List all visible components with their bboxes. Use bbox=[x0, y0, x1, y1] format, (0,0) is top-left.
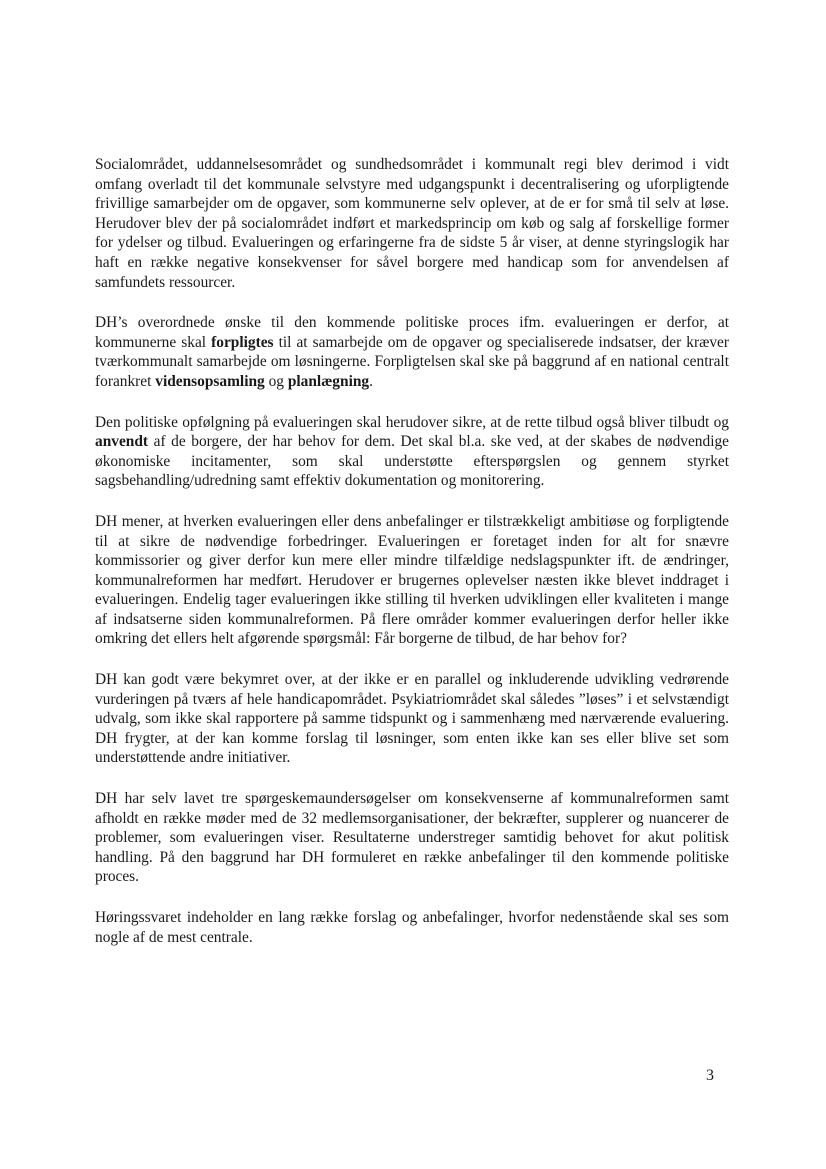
paragraph bbox=[95, 908, 729, 947]
paragraph bbox=[95, 413, 729, 491]
paragraph-text: . bbox=[369, 372, 373, 390]
paragraph bbox=[95, 789, 729, 887]
emphasis-forpligtes: forpligtes bbox=[211, 333, 274, 351]
emphasis-anvendt: anvendt bbox=[95, 433, 149, 451]
paragraph bbox=[95, 670, 729, 768]
paragraph-text: DH mener, at hverken evalueringen eller dens anbefalinger er tilstrækkeligt ambitiøse og forpligtende til at sikre de nødvendige forbedringer. Evalueringen er foretaget inden for alt for snævre kommissorier og giver derfor kun mere eller mindre tilfældige nedslagspunkter ift. de ændringer, kommunalreformen har medført. Herudover er brugernes oplevelser næsten ikke blevet inddraget i evalueringen. Endelig tager evalueringen ikke stilling til hverken udviklingen eller kvaliteten i mange af indsatserne siden kommunalreformen. På flere områder kommer evalueringen derfor heller ikke omkring det ellers helt afgørende spørgsmål: Får borgerne de tilbud, de har behov for? bbox=[95, 512, 729, 648]
paragraph-text: Socialområdet, uddannelsesområdet og sundhedsområdet i kommunalt regi blev derimod i vidt omfang overladt til det kommunale selvstyre med udgangspunkt i decentralisering og uforpligtende frivillige samarbejder om de opgaver, som kommunerne selv oplever, at de er for små til selv at løse. Herudover blev der på socialområdet indført et markedsprincip om køb og salg af forskellige former for ydelser og tilbud. Evalueringen og erfaringerne fra de sidste 5 år viser, at denne styringslogik har haft en række negative konsekvenser for såvel borgere med handicap som for anvendelsen af samfundets ressourcer. bbox=[95, 156, 729, 291]
emphasis-vidensopsamling: vidensopsamling bbox=[155, 372, 265, 390]
paragraph-text: til at samarbejde om de opgaver og specialiserede indsatser, der kræver tværkommunalt samarbejde om løsningerne. Forpligtelsen skal ske på baggrund af en national centralt forankret bbox=[95, 333, 729, 390]
paragraph-text: af de borgere, der har behov for dem. Det skal bl.a. ske ved, at der skabes de nødvendige økonomiske incitamenter, som skal understøtte efterspørgslen og gennem styrket sagsbehandling/udredning samt effektiv dokumentation og monitorering. bbox=[95, 433, 729, 490]
paragraph-text: DH kan godt være bekymret over, at der ikke er en parallel og inkluderende udvikling vedrørende vurderingen på tværs af hele handicapområdet. Psykiatriområdet skal således ”løses” i et selvstændigt udvalg, som ikke skal rapportere på samme tidspunkt og i sammenhæng med nærværende evaluering. DH frygter, at der kan komme forslag til løsninger, som enten ikke kan ses eller blive set som understøttende andre initiativer. bbox=[95, 671, 729, 767]
paragraph-text: Den politiske opfølgning på evalueringen skal herudover sikre, at de rette tilbud også bliver tilbudt og bbox=[95, 413, 729, 431]
page-number: 3 bbox=[706, 1067, 714, 1084]
document-body bbox=[95, 155, 729, 968]
paragraph-text: og bbox=[264, 372, 288, 390]
paragraph bbox=[95, 512, 729, 649]
paragraph bbox=[95, 313, 729, 391]
emphasis-planlaegning: planlægning bbox=[287, 372, 370, 390]
paragraph-text: Høringssvaret indeholder en lang række forslag og anbefalinger, hvorfor nedenstående skal ses som nogle af de mest centrale. bbox=[95, 909, 729, 946]
paragraph-text: DH har selv lavet tre spørgeskemaundersøgelser om konsekvenserne af kommunalreformen samt afholdt en række møder med de 32 medlemsorganisationer, der bekræfter, supplerer og nuancerer de problemer, som evalueringen viser. Resultaterne understreger samtidig behovet for akut politisk handling. På den baggrund har DH formuleret en række anbefalinger til den kommende politiske proces. bbox=[95, 790, 729, 886]
paragraph bbox=[95, 155, 729, 292]
paragraph-text: DH’s overordnede ønske til den kommende politiske proces ifm. evalueringen er derfor, at kommunerne skal bbox=[95, 314, 729, 351]
